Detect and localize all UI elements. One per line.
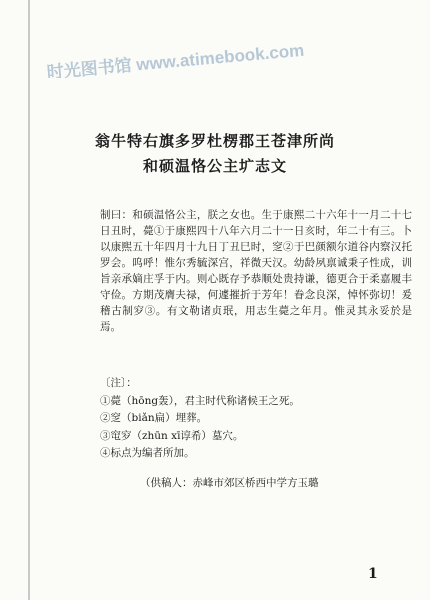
- note-item: ④标点为编者所加。: [100, 447, 195, 459]
- page-number: 1: [368, 566, 378, 582]
- title-line-2: 和硕温恪公主圹志文: [142, 157, 287, 175]
- notes-section: [100, 375, 400, 463]
- watermark-svg: [42, 30, 422, 78]
- provider-credit: （供稿人：赤峰市郊区桥西中学方玉璐: [140, 477, 319, 489]
- body-paragraph: 制曰：和硕温恪公主，朕之女也。生于康熙二十六年十一月二十七日丑时，薨①于康熙四十八年六月二十一日亥时，年二十有三。卜以康熙五十年四月十九日丁丑巳时，窆②于巴颜额尔道谷内察汉托罗会。呜呼！惟尔秀毓深宫，祥微天汉。幼龄夙禀诚秉子性成，训旨亲承嫡庄孚于内。则心既存予恭顺处贵持谦，德更合于柔嘉履丰守俭。方期茂膺夫禄，何遽摧折于芳年！眷念良深，悼怀弥切！爰稽古制穸③。有文勒诸贞珉，用志生薨之年月。惟灵其永妥於是焉。: [100, 209, 412, 333]
- title-line-1: 翁牛特右旗多罗杜楞郡王苍津所尚: [94, 132, 335, 150]
- watermark-logo: [42, 30, 422, 78]
- notes-header: 〔注〕：: [100, 377, 137, 389]
- note-item: ③窀穸（zhūn xī谆希）墓穴。: [100, 429, 244, 442]
- body-text-block: [100, 207, 412, 335]
- watermark-text: 时光图书馆 www.atimebook.com: [46, 40, 305, 78]
- note-item: ②窆（biǎn扁）埋葬。: [100, 412, 208, 424]
- binding-edge-line: [28, 0, 30, 600]
- note-item: ①薨（hōng轰），君主时代称诸候王之死。: [100, 394, 300, 407]
